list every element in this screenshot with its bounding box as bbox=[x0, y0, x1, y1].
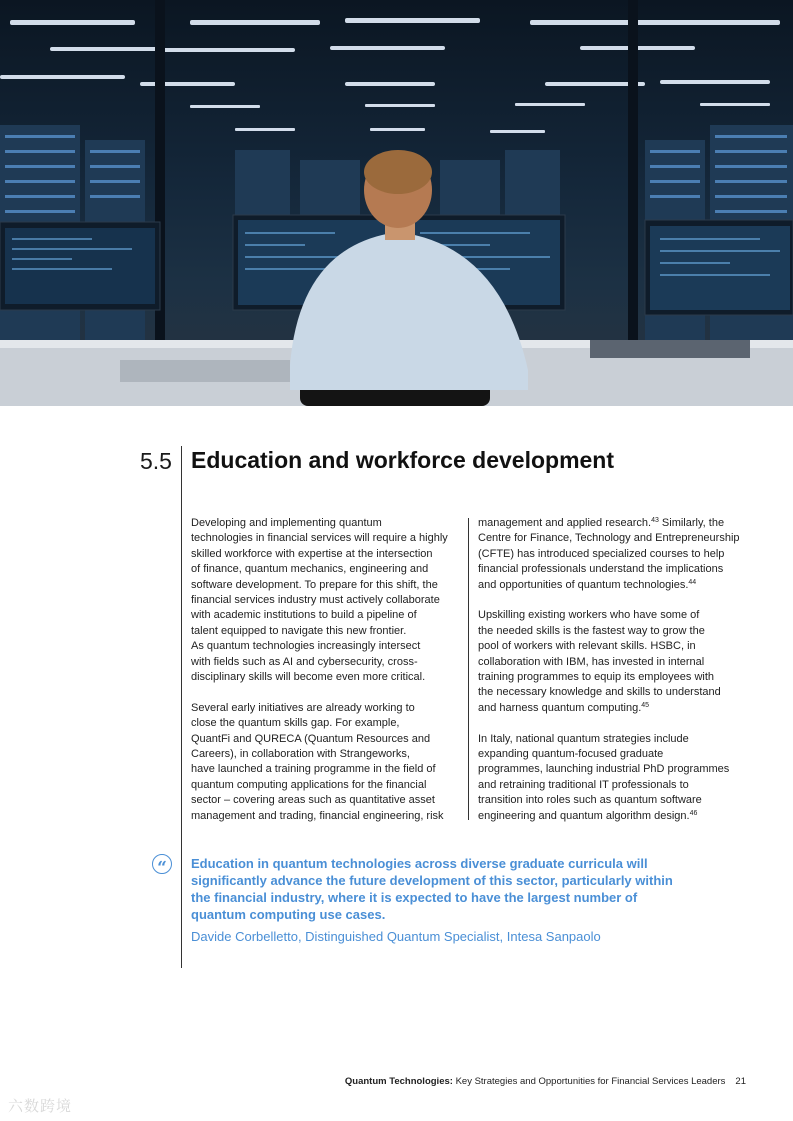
pull-quote: Education in quantum technologies across diverse graduate curricula will significantly advance the future development of this sector, particularly within the financial industry, where it is expected to have the largest number of quantum computing use cases. bbox=[191, 856, 673, 922]
paragraph bbox=[478, 732, 753, 824]
paragraph-text: In Italy, national quantum strategies include expanding quantum-focused graduate programmes, launching industrial PhD programmes and retraining traditional IT professionals to transition into roles such as quantum software engineering and quantum algorithm design. bbox=[478, 732, 730, 822]
paragraph-text: Upskilling existing workers who have some of the needed skills is the fastest way to grow the pool of workers with relevant skills. HSBC, in collaboration with IBM, has invested in internal training programmes to equip its employees with the necessary knowledge and skills to understand and harness quantum computing. bbox=[478, 609, 721, 714]
column-divider bbox=[468, 518, 469, 820]
footer-report-subtitle: Key Strategies and Opportunities for Financial Services Leaders bbox=[452, 1076, 726, 1087]
section-number: 5.5 bbox=[140, 448, 172, 474]
paragraph: Several early initiatives are already working to close the quantum skills gap. For example, QuantFi and QURECA (Quantum Resources and Careers), in collaboration with Strangeworks, have launched a training programme in the field of quantum computing applications for the financial sector – covering areas such as quantitative asset management and trading, financial engineering, risk bbox=[191, 701, 444, 822]
paragraph bbox=[478, 608, 753, 716]
page-number: 21 bbox=[735, 1076, 746, 1087]
footer-report-title: Quantum Technologies: bbox=[344, 1076, 453, 1087]
section-divider bbox=[181, 446, 182, 968]
quote-mark-icon: “ bbox=[152, 854, 172, 874]
right-column bbox=[478, 516, 753, 839]
paragraph bbox=[478, 516, 753, 593]
page-footer bbox=[345, 1076, 746, 1087]
quote-attribution: Davide Corbelletto, Distinguished Quantum Specialist, Intesa Sanpaolo bbox=[191, 929, 601, 944]
footnote-ref[interactable]: 44 bbox=[688, 578, 697, 586]
paragraph-text: Similarly, the Centre for Finance, Technology and Entrepreneurship (CFTE) has introduced specialized courses to help financial professionals understand the implications and opportunities of quantum technologies. bbox=[478, 517, 740, 591]
hero-image bbox=[0, 0, 793, 406]
left-column bbox=[191, 516, 461, 840]
footnote-ref[interactable]: 43 bbox=[651, 517, 659, 524]
paragraph-text: management and applied research. bbox=[478, 517, 652, 529]
watermark: 六数跨境 bbox=[8, 1097, 73, 1115]
section-title: Education and workforce development bbox=[191, 447, 615, 473]
footnote-ref[interactable]: 46 bbox=[689, 809, 698, 817]
footnote-ref[interactable]: 45 bbox=[641, 701, 650, 709]
paragraph: Developing and implementing quantum technologies in financial services will require a highly skilled workforce with expertise at the intersection of finance, quantum mechanics, engineering and software development. To prepare for this shift, the financial services industry must actively collaborate with academic institutions to build a pipeline of talent equipped to navigate this new frontier. As quantum technologies increasingly intersect with fields such as AI and cybersecurity, cross- disciplinary skills will become even more critical. bbox=[191, 517, 448, 684]
server-room-illustration bbox=[0, 0, 793, 406]
